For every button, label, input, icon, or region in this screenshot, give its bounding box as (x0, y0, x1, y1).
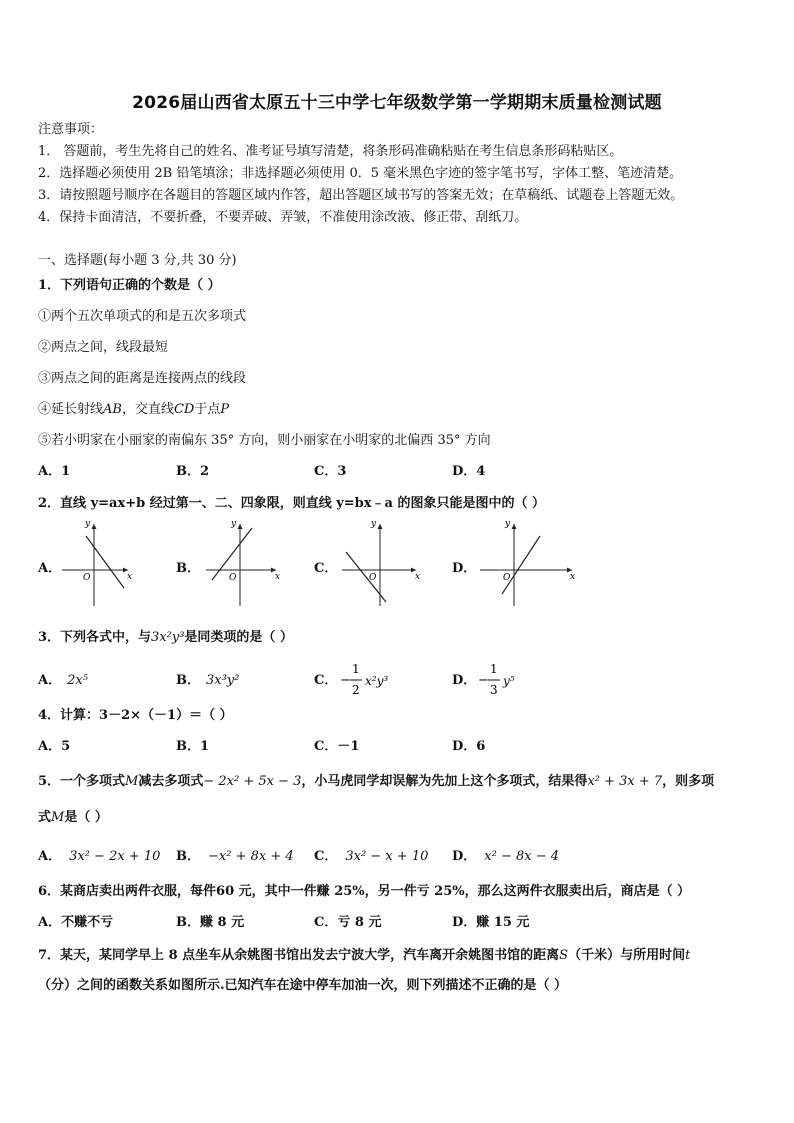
numerator: 1 (352, 662, 360, 676)
q5-stem-text: 减去多项式 (138, 774, 204, 789)
q1-statement-3: ③两点之间的距离是连接两点的线段 (38, 371, 247, 386)
q6-option-a[interactable]: A．不赚不亏 (38, 915, 114, 930)
section-heading: 一、选择题(每小题 3 分,共 30 分) (38, 253, 237, 268)
q5-option-c-expr: 3x² − x + 10 (345, 849, 429, 864)
q5-polynomial-m: M (51, 810, 65, 825)
origin-label: O (83, 573, 91, 583)
q5-option-d-label: D． (452, 849, 477, 864)
q5-option-c[interactable] (314, 849, 428, 865)
y-axis-label: y (231, 519, 237, 529)
q4-option-a[interactable]: A．5 (38, 739, 71, 754)
notice-item: 3．请按照题号顺序在各题目的答题区域内作答，超出答题区域书写的答案无效；在草稿纸、试题卷上答题无效。 (38, 188, 684, 203)
q3-option-d[interactable] (452, 673, 476, 689)
origin-label: O (369, 573, 377, 583)
x-axis-label: x (415, 572, 421, 582)
minus-sign: − (478, 673, 489, 688)
q1-s4-text: ，交直线 (121, 402, 174, 417)
q5-stem-text: 式 (38, 810, 52, 825)
q5-option-a-expr: 3x² − 2x + 10 (69, 849, 161, 864)
q3-option-d-label: D． (452, 673, 477, 688)
q5-stem-text: 5．一个多项式 (38, 774, 126, 789)
q7-stem-text: （千米）与所用时间 (568, 948, 686, 963)
q5-option-a-label: A． (38, 849, 62, 864)
q2-option-b-label[interactable]: B． (176, 561, 200, 576)
q3-stem-expr: 3x²y³ (151, 630, 185, 645)
q1-statement-2: ②两点之间，线段最短 (38, 340, 169, 355)
q2-graph-a[interactable] (56, 518, 166, 608)
q3-option-b-label: B． (176, 673, 200, 688)
q1-s4-line: CD (173, 402, 195, 417)
q6-option-d[interactable]: D．赚 15 元 (452, 915, 530, 930)
denominator: 3 (490, 683, 498, 697)
q4-option-b[interactable]: B．1 (176, 739, 210, 754)
q7-time-var: t (685, 948, 691, 963)
q3-stem-text: 是同类项的是（ ） (184, 630, 293, 645)
q4-option-d[interactable]: D．6 (452, 739, 486, 754)
q3-option-a[interactable] (38, 673, 88, 689)
question-6-stem: 6．某商店卖出两件衣服，每件60 元，其中一件赚 25%，另一件亏 25%，那么这两件衣服卖出后，商店是（ ） (38, 884, 691, 899)
q5-result-polynomial: x² + 3x + 7 (587, 774, 663, 789)
question-7-stem (38, 948, 690, 964)
question-5-stem (38, 774, 714, 790)
question-2-stem: 2．直线 y=ax+b 经过第一、二、四象限，则直线 y=bx﹣a 的图象只能是图中的（ ） (38, 496, 545, 511)
q4-option-c[interactable]: C．－1 (314, 739, 360, 754)
question-5-stem-line2 (38, 810, 108, 826)
q3-option-b[interactable] (176, 673, 239, 689)
denominator: 2 (352, 683, 360, 697)
y-axis-label: y (85, 519, 91, 529)
q2-graph-b[interactable] (200, 518, 310, 608)
notice-item: 2．选择题必须使用 2B 铅笔填涂；非选择题必须使用 0．5 毫米黑色字迹的签字笔书写，字体工整、笔迹清楚。 (38, 166, 683, 181)
q1-option-a[interactable]: A．1 (38, 464, 71, 479)
q1-s4-text: ④延长射线 (38, 402, 104, 417)
q7-distance-var: S (559, 948, 569, 963)
q1-s4-text: 于点 (194, 402, 221, 417)
q2-option-d-label[interactable]: D． (452, 561, 477, 576)
q5-option-b[interactable] (176, 849, 294, 865)
q5-stem-text: 是（ ） (64, 810, 108, 825)
q5-stem-text: ，则多项 (662, 774, 715, 789)
notice-item: 1． 答题前，考生先将自己的姓名、准考证号填写清楚，将条形码准确粘贴在考生信息条形码粘贴区。 (38, 144, 623, 159)
q2-graph-d[interactable] (474, 518, 584, 608)
notice-item: 4．保持卡面清洁，不要折叠，不要弄破、弄皱，不准使用涂改液、修正带、刮纸刀。 (38, 210, 528, 225)
q5-subtracted-polynomial: − 2x² + 5x − 3 (203, 774, 302, 789)
q5-option-b-expr: −x² + 8x + 4 (208, 849, 294, 864)
x-axis-label: x (275, 572, 281, 582)
q1-statement-1: ①两个五次单项式的和是五次多项式 (38, 309, 247, 324)
y-axis-label: y (505, 519, 511, 529)
q7-stem-text: 7．某天，某同学早上 8 点坐车从余姚图书馆出发去宁波大学，汽车离开余姚图书馆的距离 (38, 948, 560, 963)
q2-option-a-label[interactable]: A． (38, 561, 62, 576)
q1-s4-ray: AB (103, 402, 122, 417)
q6-option-c[interactable]: C．亏 8 元 (314, 915, 382, 930)
q5-option-d-expr: x² − 8x − 4 (484, 849, 560, 864)
q3-option-b-expr: 3x³y² (206, 673, 240, 688)
question-1-stem: 1．下列语句正确的个数是（ ） (38, 278, 221, 293)
q2-option-c-label[interactable]: C． (314, 561, 338, 576)
y-axis-label: y (371, 519, 377, 529)
x-axis-label: x (127, 572, 133, 582)
q3-stem-text: 3．下列各式中，与 (38, 630, 152, 645)
q5-option-b-label: B． (176, 849, 200, 864)
q5-option-d[interactable] (452, 849, 559, 865)
q1-option-d[interactable]: D．4 (452, 464, 486, 479)
q2-graph-c[interactable] (336, 518, 446, 608)
numerator: 1 (490, 662, 498, 676)
notice-heading: 注意事项： (38, 122, 104, 137)
q3-option-d-fraction[interactable] (478, 660, 528, 700)
x-axis-label: x (570, 572, 576, 582)
q5-option-c-label: C． (314, 849, 338, 864)
q1-option-b[interactable]: B．2 (176, 464, 210, 479)
page-title: 2026届山西省太原五十三中学七年级数学第一学期期末质量检测试题 (132, 93, 662, 113)
q3-option-a-label: A． (38, 673, 62, 688)
question-4-stem: 4．计算：3－2×（－1）＝（ ） (38, 708, 233, 723)
q1-s4-point: P (220, 402, 230, 417)
q3-option-c-expr: x²y³ (365, 674, 389, 688)
q3-option-c[interactable] (314, 673, 337, 689)
origin-label: O (229, 573, 237, 583)
q3-option-d-expr: y⁵ (503, 674, 515, 688)
q6-option-b[interactable]: B．赚 8 元 (176, 915, 245, 930)
q3-option-c-fraction[interactable] (340, 660, 402, 700)
question-3-stem (38, 630, 293, 646)
q5-polynomial-m: M (125, 774, 139, 789)
q3-option-a-expr: 2x⁵ (67, 673, 88, 688)
q1-option-c[interactable]: C．3 (314, 464, 347, 479)
q5-stem-text: ，小马虎同学却误解为先加上这个多项式，结果得 (301, 774, 588, 789)
minus-sign: − (340, 673, 351, 688)
origin-label: O (503, 573, 511, 583)
question-7-stem-line2: （分）之间的函数关系如图所示.已知汽车在途中停车加油一次，则下列描述不正确的是（ ） (38, 978, 568, 993)
q5-option-a[interactable] (38, 849, 160, 865)
q1-statement-4 (38, 402, 229, 418)
q3-option-c-label: C． (314, 673, 338, 688)
q1-statement-5: ⑤若小明家在小丽家的南偏东 35° 方向，则小丽家在小明家的北偏西 35° 方向 (38, 433, 491, 448)
